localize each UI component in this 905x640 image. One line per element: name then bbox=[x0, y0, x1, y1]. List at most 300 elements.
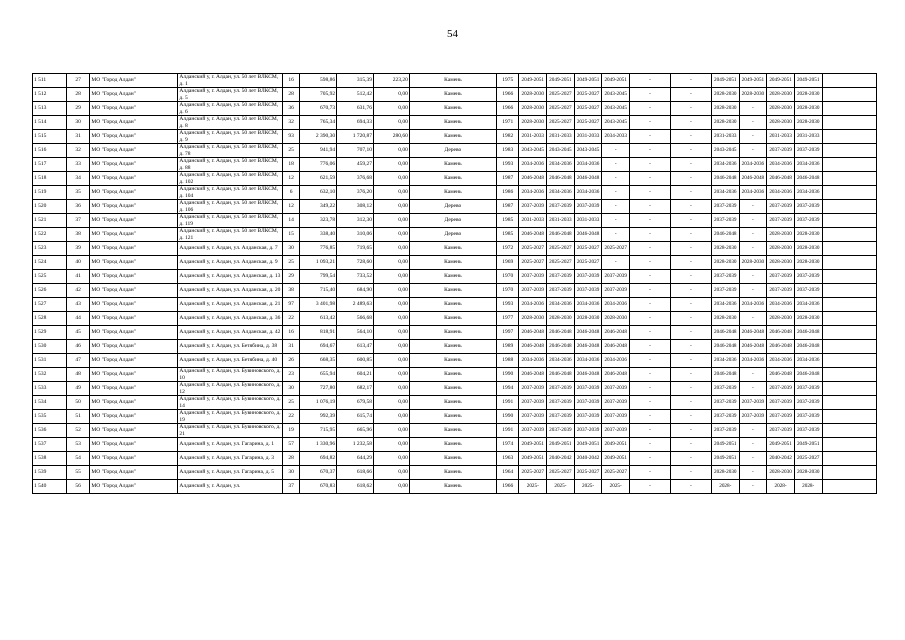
empty-cell bbox=[822, 466, 876, 480]
period-cell: 2049-2051 bbox=[547, 74, 575, 88]
index-cell: 47 bbox=[66, 354, 90, 368]
nonresidential-area-cell: 223,20 bbox=[374, 74, 410, 88]
living-area-cell: 376,68 bbox=[337, 172, 374, 186]
address-cell: Алданский у, г. Алдан, ул. bbox=[178, 480, 282, 494]
municipality-cell: МО "Город Алдан" bbox=[90, 326, 178, 340]
period-cell: 2037-2039 bbox=[711, 410, 739, 424]
nonresidential-area-cell: 0,00 bbox=[374, 88, 410, 102]
dash-cell: - bbox=[630, 88, 671, 102]
period-cell: 2037-2039 bbox=[794, 284, 822, 298]
period-cell: 2037-2039 bbox=[547, 382, 575, 396]
period-cell: 2049-2051 bbox=[519, 438, 547, 452]
empty-cell bbox=[822, 410, 876, 424]
total-area-cell: 1 093,21 bbox=[300, 256, 337, 270]
empty-cell bbox=[822, 424, 876, 438]
build-year-cell: 1993 bbox=[496, 158, 519, 172]
empty-cell bbox=[822, 354, 876, 368]
period-cell: - bbox=[739, 466, 767, 480]
wall-material-cell: Камень bbox=[409, 130, 496, 144]
living-area-cell: 682,17 bbox=[337, 382, 374, 396]
period-cell: 2028-2030 bbox=[711, 242, 739, 256]
index-cell: 34 bbox=[66, 172, 90, 186]
period-cell: 2028-2030 bbox=[767, 88, 795, 102]
living-area-cell: 679,58 bbox=[337, 396, 374, 410]
period-cell: 2028-2030 bbox=[794, 256, 822, 270]
period-cell: 2037-2039 bbox=[794, 396, 822, 410]
empty-cell bbox=[822, 438, 876, 452]
period-cell: 2046-2048 bbox=[711, 368, 739, 382]
period-cell: 2034-2036 bbox=[711, 354, 739, 368]
table-body bbox=[33, 74, 877, 494]
period-cell: - bbox=[739, 368, 767, 382]
empty-cell bbox=[822, 326, 876, 340]
table-row bbox=[33, 130, 877, 144]
table-row bbox=[33, 158, 877, 172]
period-cell: 2025-2027 bbox=[574, 88, 602, 102]
living-area-cell: 665,96 bbox=[337, 424, 374, 438]
period-cell: 2034-2036 bbox=[767, 186, 795, 200]
row-number-cell: 1 539 bbox=[33, 466, 67, 480]
build-year-cell: 1988 bbox=[496, 354, 519, 368]
residents-cell: 18 bbox=[282, 158, 299, 172]
table-row bbox=[33, 214, 877, 228]
table-row bbox=[33, 410, 877, 424]
period-cell: 2037-2039 bbox=[602, 382, 630, 396]
period-cell: 2049-2051 bbox=[519, 452, 547, 466]
dash-cell: - bbox=[630, 438, 671, 452]
period-cell: 2025-2027 bbox=[519, 466, 547, 480]
nonresidential-area-cell: 0,00 bbox=[374, 172, 410, 186]
period-cell: 2025- bbox=[574, 480, 602, 494]
period-cell: 2025-2027 bbox=[574, 256, 602, 270]
period-cell: - bbox=[602, 200, 630, 214]
dash-cell: - bbox=[630, 186, 671, 200]
build-year-cell: 1970 bbox=[496, 270, 519, 284]
wall-material-cell: Камень bbox=[409, 452, 496, 466]
period-cell: 2037-2039 bbox=[794, 214, 822, 228]
period-cell: 2028-2030 bbox=[794, 88, 822, 102]
address-cell: Алданский у, г. Алдан, ул. 50 лет ВЛКСМ, д. 5 bbox=[178, 88, 282, 102]
nonresidential-area-cell: 0,00 bbox=[374, 438, 410, 452]
municipality-cell: МО "Город Алдан" bbox=[90, 74, 178, 88]
row-number-cell: 1 538 bbox=[33, 452, 67, 466]
total-area-cell: 2 390,30 bbox=[300, 130, 337, 144]
period-cell: 2037-2039 bbox=[519, 284, 547, 298]
wall-material-cell: Камень bbox=[409, 284, 496, 298]
index-cell: 28 bbox=[66, 88, 90, 102]
address-cell: Алданский у, г. Алдан, ул. 50 лет ВЛКСМ, д. 106 bbox=[178, 200, 282, 214]
dash-cell: - bbox=[630, 452, 671, 466]
address-cell: Алданский у, г. Алдан, ул. 50 лет ВЛКСМ, д. 119 bbox=[178, 214, 282, 228]
nonresidential-area-cell: 0,00 bbox=[374, 116, 410, 130]
build-year-cell: 1990 bbox=[496, 410, 519, 424]
index-cell: 44 bbox=[66, 312, 90, 326]
build-year-cell: 1983 bbox=[496, 144, 519, 158]
period-cell: 2049-2051 bbox=[711, 438, 739, 452]
period-cell: 2028-2030 bbox=[767, 228, 795, 242]
dash-cell: - bbox=[670, 480, 711, 494]
index-cell: 48 bbox=[66, 368, 90, 382]
dash-cell: - bbox=[670, 88, 711, 102]
nonresidential-area-cell: 0,00 bbox=[374, 396, 410, 410]
wall-material-cell: Камень bbox=[409, 382, 496, 396]
row-number-cell: 1 534 bbox=[33, 396, 67, 410]
housing-table bbox=[32, 73, 877, 494]
period-cell: 2034-2036 bbox=[574, 158, 602, 172]
build-year-cell: 1990 bbox=[496, 368, 519, 382]
address-cell: Алданский у, г. Алдан, ул. 50 лет ВЛКСМ, д. 78 bbox=[178, 144, 282, 158]
living-area-cell: 308,12 bbox=[337, 200, 374, 214]
total-area-cell: 705,92 bbox=[300, 88, 337, 102]
period-cell: 2034-2036 bbox=[767, 158, 795, 172]
total-area-cell: 1 330,96 bbox=[300, 438, 337, 452]
period-cell: 2037-2039 bbox=[574, 382, 602, 396]
dash-cell: - bbox=[670, 312, 711, 326]
row-number-cell: 1 511 bbox=[33, 74, 67, 88]
period-cell: - bbox=[739, 312, 767, 326]
build-year-cell: 1964 bbox=[496, 466, 519, 480]
wall-material-cell: Камень bbox=[409, 158, 496, 172]
period-cell: 2028-2030 bbox=[519, 116, 547, 130]
period-cell: 2028-2030 bbox=[519, 88, 547, 102]
period-cell: 2028- bbox=[767, 480, 795, 494]
period-cell: 2028-2030 bbox=[711, 256, 739, 270]
nonresidential-area-cell: 0,00 bbox=[374, 480, 410, 494]
period-cell: 2043-2045 bbox=[711, 144, 739, 158]
period-cell: 2025-2027 bbox=[574, 116, 602, 130]
period-cell: 2034-2036 bbox=[739, 158, 767, 172]
municipality-cell: МО "Город Алдан" bbox=[90, 424, 178, 438]
period-cell: 2034-2036 bbox=[711, 298, 739, 312]
table-row bbox=[33, 116, 877, 130]
period-cell: 2025-2027 bbox=[547, 116, 575, 130]
dash-cell: - bbox=[630, 340, 671, 354]
period-cell: 2046-2048 bbox=[767, 340, 795, 354]
build-year-cell: 1993 bbox=[496, 298, 519, 312]
index-cell: 52 bbox=[66, 424, 90, 438]
residents-cell: 23 bbox=[282, 368, 299, 382]
build-year-cell: 1997 bbox=[496, 326, 519, 340]
address-cell: Алданский у, г. Алдан, ул. Алданская, д. 21 bbox=[178, 298, 282, 312]
period-cell: 2037-2039 bbox=[711, 396, 739, 410]
row-number-cell: 1 523 bbox=[33, 242, 67, 256]
period-cell: 2034-2036 bbox=[547, 354, 575, 368]
residents-cell: 97 bbox=[282, 298, 299, 312]
period-cell: 2028-2030 bbox=[574, 312, 602, 326]
period-cell: 2034-2036 bbox=[739, 298, 767, 312]
period-cell: 2025- bbox=[602, 480, 630, 494]
residents-cell: 19 bbox=[282, 424, 299, 438]
total-area-cell: 715,40 bbox=[300, 284, 337, 298]
total-area-cell: 765,34 bbox=[300, 116, 337, 130]
total-area-cell: 632,10 bbox=[300, 186, 337, 200]
row-number-cell: 1 518 bbox=[33, 172, 67, 186]
period-cell: 2037-2039 bbox=[602, 396, 630, 410]
residents-cell: 25 bbox=[282, 144, 299, 158]
index-cell: 50 bbox=[66, 396, 90, 410]
wall-material-cell: Камень bbox=[409, 186, 496, 200]
period-cell: 2043-2045 bbox=[547, 144, 575, 158]
period-cell: 2040-2042 bbox=[574, 452, 602, 466]
period-cell: 2046-2048 bbox=[794, 326, 822, 340]
residents-cell: 16 bbox=[282, 74, 299, 88]
build-year-cell: 1966 bbox=[496, 480, 519, 494]
index-cell: 55 bbox=[66, 466, 90, 480]
period-cell: 2031-2033 bbox=[547, 214, 575, 228]
dash-cell: - bbox=[630, 466, 671, 480]
index-cell: 51 bbox=[66, 410, 90, 424]
build-year-cell: 1991 bbox=[496, 396, 519, 410]
municipality-cell: МО "Город Алдан" bbox=[90, 186, 178, 200]
empty-cell bbox=[822, 214, 876, 228]
period-cell: 2037-2039 bbox=[767, 200, 795, 214]
period-cell: 2034-2036 bbox=[602, 354, 630, 368]
dash-cell: - bbox=[670, 424, 711, 438]
address-cell: Алданский у, г. Алдан, ул. Алданская, д. 42 bbox=[178, 326, 282, 340]
empty-cell bbox=[822, 340, 876, 354]
living-area-cell: 613,47 bbox=[337, 340, 374, 354]
period-cell: 2046-2048 bbox=[711, 326, 739, 340]
wall-material-cell: Дерево bbox=[409, 214, 496, 228]
living-area-cell: 615,74 bbox=[337, 410, 374, 424]
period-cell: 2046-2048 bbox=[794, 368, 822, 382]
period-cell: 2037-2039 bbox=[767, 396, 795, 410]
nonresidential-area-cell: 0,00 bbox=[374, 242, 410, 256]
address-cell: Алданский у, г. Алдан, ул. Бувиновского, д. 19 bbox=[179, 410, 281, 423]
period-cell: 2037-2039 bbox=[794, 382, 822, 396]
nonresidential-area-cell: 0,00 bbox=[374, 256, 410, 270]
period-cell: 2037-2039 bbox=[519, 410, 547, 424]
row-number-cell: 1 515 bbox=[33, 130, 67, 144]
period-cell: - bbox=[739, 270, 767, 284]
nonresidential-area-cell: 0,00 bbox=[374, 466, 410, 480]
residents-cell: 12 bbox=[282, 172, 299, 186]
address-cell: Алданский у, г. Алдан, ул. Бетябина, д. 38 bbox=[178, 340, 282, 354]
period-cell: 2046-2048 bbox=[547, 326, 575, 340]
period-cell: 2046-2048 bbox=[739, 340, 767, 354]
total-area-cell: 776,85 bbox=[300, 242, 337, 256]
total-area-cell: 323,78 bbox=[300, 214, 337, 228]
period-cell: 2028-2030 bbox=[794, 116, 822, 130]
residents-cell: 14 bbox=[282, 214, 299, 228]
table-row bbox=[33, 74, 877, 88]
period-cell: 2031-2033 bbox=[547, 130, 575, 144]
period-cell: 2025-2027 bbox=[602, 242, 630, 256]
period-cell: 2037-2039 bbox=[602, 424, 630, 438]
index-cell: 49 bbox=[66, 382, 90, 396]
period-cell: 2049-2051 bbox=[711, 74, 739, 88]
period-cell: - bbox=[739, 382, 767, 396]
period-cell: 2031-2033 bbox=[767, 130, 795, 144]
period-cell: 2046-2048 bbox=[711, 340, 739, 354]
nonresidential-area-cell: 0,00 bbox=[374, 368, 410, 382]
period-cell: 2028-2030 bbox=[711, 466, 739, 480]
address-cell: Алданский у, г. Алдан, ул. 50 лет ВЛКСМ, д. 102 bbox=[178, 172, 282, 186]
table-row bbox=[33, 144, 877, 158]
period-cell: 2046-2048 bbox=[519, 172, 547, 186]
period-cell: 2034-2036 bbox=[547, 186, 575, 200]
table-row bbox=[33, 368, 877, 382]
total-area-cell: 670,73 bbox=[300, 102, 337, 116]
wall-material-cell: Камень bbox=[409, 396, 496, 410]
row-number-cell: 1 529 bbox=[33, 326, 67, 340]
period-cell: 2028-2030 bbox=[794, 466, 822, 480]
index-cell: 42 bbox=[66, 284, 90, 298]
wall-material-cell: Дерево bbox=[409, 144, 496, 158]
total-area-cell: 670,37 bbox=[300, 466, 337, 480]
row-number-cell: 1 521 bbox=[33, 214, 67, 228]
address-cell: Алданский у, г. Алдан, ул. 50 лет ВЛКСМ, д. 9 bbox=[178, 130, 282, 144]
empty-cell bbox=[822, 256, 876, 270]
dash-cell: - bbox=[630, 424, 671, 438]
living-area-cell: 1 720,87 bbox=[337, 130, 374, 144]
total-area-cell: 941,94 bbox=[300, 144, 337, 158]
nonresidential-area-cell: 0,00 bbox=[374, 354, 410, 368]
build-year-cell: 1986 bbox=[496, 186, 519, 200]
period-cell: 2034-2036 bbox=[767, 298, 795, 312]
period-cell: 2028-2030 bbox=[767, 256, 795, 270]
address-cell: Алданский у, г. Алдан, ул. 50 лет ВЛКСМ, д. 8 bbox=[178, 116, 282, 130]
wall-material-cell: Дерево bbox=[409, 200, 496, 214]
period-cell: 2028-2030 bbox=[739, 256, 767, 270]
period-cell: 2046-2048 bbox=[519, 340, 547, 354]
period-cell: 2034-2036 bbox=[574, 186, 602, 200]
period-cell: 2028- bbox=[794, 480, 822, 494]
wall-material-cell: Камень bbox=[409, 368, 496, 382]
period-cell: 2028-2030 bbox=[739, 88, 767, 102]
period-cell: 2025-2027 bbox=[519, 256, 547, 270]
period-cell: 2028-2030 bbox=[767, 102, 795, 116]
period-cell: 2028-2030 bbox=[711, 88, 739, 102]
wall-material-cell: Камень bbox=[409, 74, 496, 88]
period-cell: 2034-2036 bbox=[794, 354, 822, 368]
living-area-cell: 707,10 bbox=[337, 144, 374, 158]
period-cell: 2037-2039 bbox=[711, 424, 739, 438]
living-area-cell: 312,30 bbox=[337, 214, 374, 228]
wall-material-cell: Дерево bbox=[409, 228, 496, 242]
period-cell: 2037-2039 bbox=[711, 214, 739, 228]
empty-cell bbox=[822, 130, 876, 144]
wall-material-cell: Камень bbox=[409, 298, 496, 312]
municipality-cell: МО "Город Алдан" bbox=[90, 298, 178, 312]
empty-cell bbox=[822, 116, 876, 130]
wall-material-cell: Камень bbox=[409, 340, 496, 354]
period-cell: - bbox=[739, 438, 767, 452]
dash-cell: - bbox=[630, 144, 671, 158]
living-area-cell: 600,85 bbox=[337, 354, 374, 368]
municipality-cell: МО "Город Алдан" bbox=[90, 340, 178, 354]
dash-cell: - bbox=[670, 396, 711, 410]
empty-cell bbox=[822, 480, 876, 494]
period-cell: 2028-2030 bbox=[767, 312, 795, 326]
period-cell: - bbox=[602, 186, 630, 200]
period-cell: 2037-2039 bbox=[767, 424, 795, 438]
dash-cell: - bbox=[670, 298, 711, 312]
period-cell: 2049-2051 bbox=[711, 452, 739, 466]
wall-material-cell: Камень bbox=[409, 88, 496, 102]
period-cell: 2034-2036 bbox=[519, 298, 547, 312]
row-number-cell: 1 537 bbox=[33, 438, 67, 452]
period-cell: 2037-2039 bbox=[574, 410, 602, 424]
row-number-cell: 1 512 bbox=[33, 88, 67, 102]
index-cell: 37 bbox=[66, 214, 90, 228]
municipality-cell: МО "Город Алдан" bbox=[90, 480, 178, 494]
period-cell: 2034-2036 bbox=[794, 186, 822, 200]
residents-cell: 29 bbox=[282, 270, 299, 284]
dash-cell: - bbox=[670, 102, 711, 116]
period-cell: - bbox=[602, 214, 630, 228]
residents-cell: 12 bbox=[282, 200, 299, 214]
period-cell: 2034-2036 bbox=[519, 158, 547, 172]
period-cell: - bbox=[739, 424, 767, 438]
index-cell: 29 bbox=[66, 102, 90, 116]
period-cell: 2046-2048 bbox=[547, 368, 575, 382]
period-cell: 2043-2045 bbox=[602, 116, 630, 130]
address-cell: Алданский у, г. Алдан, ул. Бувиновского, д. 21 bbox=[179, 424, 281, 437]
period-cell: 2025-2027 bbox=[547, 466, 575, 480]
period-cell: 2049-2051 bbox=[602, 438, 630, 452]
index-cell: 31 bbox=[66, 130, 90, 144]
table-row bbox=[33, 200, 877, 214]
index-cell: 45 bbox=[66, 326, 90, 340]
living-area-cell: 564,10 bbox=[337, 326, 374, 340]
period-cell: 2046-2048 bbox=[574, 368, 602, 382]
index-cell: 36 bbox=[66, 200, 90, 214]
period-cell: 2037-2039 bbox=[547, 396, 575, 410]
address-cell: Алданский у, г. Алдан, ул. Бувиновского, д. 12 bbox=[179, 382, 281, 395]
dash-cell: - bbox=[670, 270, 711, 284]
period-cell: 2034-2036 bbox=[767, 354, 795, 368]
period-cell: 2049-2051 bbox=[739, 74, 767, 88]
residents-cell: 38 bbox=[282, 284, 299, 298]
period-cell: 2028-2030 bbox=[794, 312, 822, 326]
residents-cell: 30 bbox=[282, 466, 299, 480]
empty-cell bbox=[822, 452, 876, 466]
total-area-cell: 670,83 bbox=[300, 480, 337, 494]
municipality-cell: МО "Город Алдан" bbox=[90, 102, 178, 116]
row-number-cell: 1 526 bbox=[33, 284, 67, 298]
address-cell: Алданский у, г. Алдан, ул. Бувиновского, д. 14 bbox=[179, 396, 281, 409]
dash-cell: - bbox=[670, 130, 711, 144]
nonresidential-area-cell: 0,00 bbox=[374, 214, 410, 228]
total-area-cell: 1 076,19 bbox=[300, 396, 337, 410]
period-cell: 2046-2048 bbox=[519, 228, 547, 242]
dash-cell: - bbox=[670, 158, 711, 172]
total-area-cell: 715,95 bbox=[300, 424, 337, 438]
period-cell: 2046-2048 bbox=[574, 340, 602, 354]
dash-cell: - bbox=[630, 368, 671, 382]
period-cell: - bbox=[739, 144, 767, 158]
period-cell: 2037-2039 bbox=[547, 284, 575, 298]
dash-cell: - bbox=[670, 354, 711, 368]
period-cell: 2037-2039 bbox=[711, 270, 739, 284]
period-cell: 2037-2039 bbox=[794, 410, 822, 424]
wall-material-cell: Камень bbox=[409, 242, 496, 256]
period-cell: 2046-2048 bbox=[739, 326, 767, 340]
nonresidential-area-cell: 0,00 bbox=[374, 410, 410, 424]
dash-cell: - bbox=[630, 242, 671, 256]
period-cell: 2037-2039 bbox=[711, 382, 739, 396]
period-cell: 2034-2036 bbox=[519, 354, 547, 368]
total-area-cell: 694,67 bbox=[300, 340, 337, 354]
page-number: 54 bbox=[447, 28, 458, 40]
period-cell: 2049-2051 bbox=[794, 438, 822, 452]
period-cell: 2034-2036 bbox=[547, 298, 575, 312]
wall-material-cell: Камень bbox=[409, 312, 496, 326]
empty-cell bbox=[822, 102, 876, 116]
build-year-cell: 1991 bbox=[496, 424, 519, 438]
row-number-cell: 1 524 bbox=[33, 256, 67, 270]
